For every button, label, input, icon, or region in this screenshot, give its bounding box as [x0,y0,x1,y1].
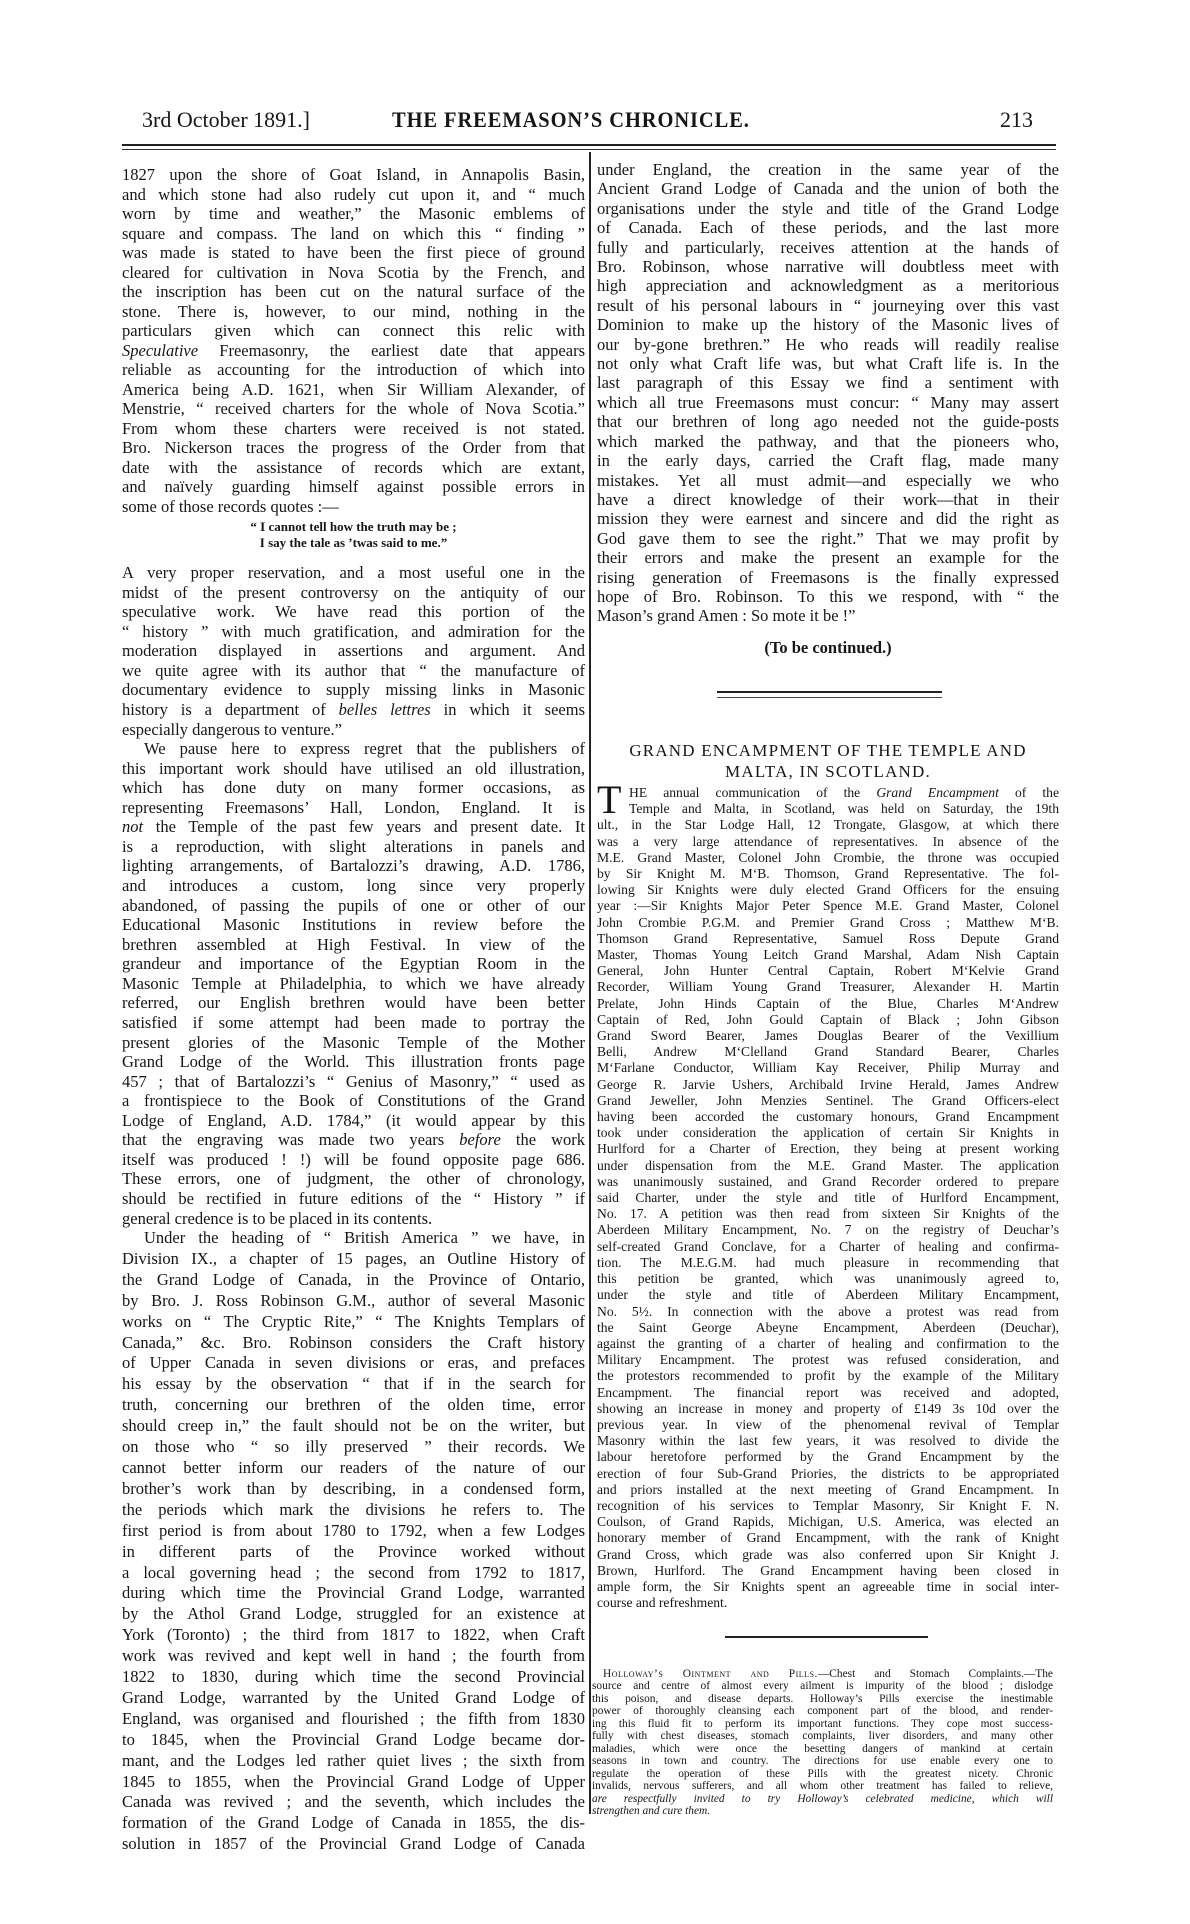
text-line: midst of the present controversy on the antiquity of our [122,582,585,602]
text-line: seasons in town and country. The directions for use enable every one to [592,1755,1053,1768]
italic-text: Grand Encampment [876,785,999,800]
text-line: this petition be granted, which was unanimously agreed to, [597,1271,1059,1287]
text-line: moderation displayed in assertions and argument. And [122,641,585,661]
text-line: Masonic Temple at Philadelphia, to which we have already [122,973,585,993]
text-line: Prelate, John Hinds Captain of the Blue, Charles M‘Andrew [597,995,1059,1011]
text-line: a frontispiece to the Book of Constitutions of the Grand [122,1091,585,1111]
text-line: was unanimously sustained, and Grand Recorder ordered to prepare [597,1173,1059,1189]
text-line: rising generation of Freemasons is the finally expressed [597,567,1059,587]
text-span: the Temple of the past few years and present date. It [143,817,585,837]
text-line: Recorder, William Young Grand Treasurer, Alexander H. Martin [597,979,1059,995]
text-line: said Charter, under the style and title of Hurlford Encampment, [597,1190,1059,1206]
text-line: grandeur and importance of the Egyptian Room in the [122,954,585,974]
text-line: 457 ; that of Bartalozzi’s “ Genius of Masonry,” “ used as [122,1071,585,1091]
article-heading [597,740,1059,782]
text-line: speculative work. We have read this portion of the [122,602,585,622]
text-line: honorary member of Grand Encampment, with the rank of Knight [597,1530,1059,1546]
text-line: tion. The M.E.G.M. had much pleasure in recommending that [597,1254,1059,1270]
italic-text: strengthen and cure them. [592,1804,711,1817]
italic-text: are respectfully invited to try Holloway’s celebrated medicine, which will [592,1792,1053,1805]
text-span: of the [998,785,1059,800]
text-line: work was revived and kept well in hand ; the fourth from [122,1646,585,1666]
text-span: in which it seems [430,699,585,719]
text-line: truth, concerning our brethren of the olden time, error [122,1395,585,1415]
text-line: From whom these charters were received is not stated. [122,418,585,438]
text-line: general credence is to be placed in its contents. [122,1208,433,1228]
text-line: These errors, one of judgment, the other of chronology, [122,1169,585,1189]
text-line: source and centre of almost every ailment is impurity of the blood ; dislodge [592,1680,1053,1693]
text-line: York (Toronto) ; the third from 1817 to 1822, when Craft [122,1625,585,1645]
text-line: fully with chest diseases, stomach complaints, liver disorders, and many other [592,1730,1053,1743]
text-span: —Chest and Stomach Complaints.—The [817,1668,1053,1680]
text-line [592,1793,1053,1805]
text-line: under dispensation from the M.E. Grand Master. The application [597,1157,1059,1173]
italic-text: not [122,817,144,837]
holloway-advertisement [592,1668,1053,1817]
text-line: labour heretofore performed by the Grand Encampment by the [597,1449,1059,1465]
text-line: mission they were earnest and sincere and did the right as [597,509,1059,529]
text-line: this important work should have utilised an old illustration, [122,758,585,778]
text-line: maladies, which were once the besetting dangers of mankind at certain [592,1742,1053,1755]
text-line: Dominion to make up the history of the Masonic lives of [597,315,1059,335]
text-line [122,700,585,720]
text-line: solution in 1857 of the Provincial Grand Lodge of Canada [122,1834,585,1854]
text-line: “ history ” with much gratification, and admiration for the [122,621,585,641]
text-line: particulars given which can connect this relic with [122,321,585,340]
text-line: I say the tale as ’twas said to me.” [259,535,448,550]
text-line: satisfied if some attempt had been made to portray the [122,1012,585,1032]
text-line: Master, Thomas Young Leitch Grand Marshal, Adam Nish Captain [597,947,1059,963]
text-line: 1827 upon the shore of Goat Island, in Annapolis Basin, [122,165,585,184]
text-line: that our brethren of long ago needed not the guide-posts [597,412,1059,432]
text-line: a local governing head ; the second from 1792 to 1817, [122,1562,585,1582]
text-line: ing this fluid fit to perform its important functions. They cope most success- [592,1717,1053,1730]
text-line: M.E. Grand Master, Colonel John Crombie, the throne was occupied [597,849,1059,865]
text-line: by the Athol Grand Lodge, struggled for an existence at [122,1604,585,1624]
page-number: 213 [1000,107,1033,132]
text-line: year :—Sir Knights Major Peter Spence M.E. Grand Master, Colonel [597,898,1059,914]
text-line: and introduces a custom, long since very properly [122,876,585,895]
text-line: our by-gone brethren.” He who reads will readily realise [597,334,1059,354]
text-line: the periods which mark the divisions he refers to. The [122,1499,585,1519]
text-line: fully and particularly, receives attention at the hands of [597,237,1059,257]
text-line: “ I cannot tell how the truth may be ; [250,519,457,534]
text-line: Belli, Andrew M‘Clelland Grand Standard Bearer, Charles [597,1044,1059,1060]
text-line: We pause here to express regret that the publishers of [144,739,585,759]
italic-text: Speculative [122,340,199,360]
italic-text: before [459,1130,501,1150]
text-line: Canada was revived ; and the seventh, which includes the [122,1792,585,1812]
text-line: mistakes. Yet all must admit—and especially we who [597,470,1059,490]
text-line: No. 17. A petition was then read from sixteen Sir Knights of the [597,1206,1059,1222]
text-line: mant, and the Lodges led rather quiet lives ; the sixth from [122,1750,585,1770]
text-line: Thomson Grand Representative, Samuel Ross Depute Grand [597,930,1059,946]
text-line: abandoned, of passing the pupils of one or other of our [122,895,585,915]
text-line: the protestors recommended to profit by the example of the Military [597,1368,1059,1384]
text-line: reliable as accounting for the introduction of which into [122,360,585,379]
text-line: their errors and make the present an example for the [597,548,1059,568]
text-line: ample form, the Sir Knights spent an agreeable time in social inter- [597,1578,1059,1594]
text-line: by Bro. J. Ross Robinson G.M., author of several Masonic [122,1290,585,1310]
text-line: ult., in the Star Lodge Hall, 12 Trongate, Glasgow, at which there [597,817,1059,833]
text-span: Freemasonry, the earliest date that appears [198,340,585,360]
text-line: his essay by the observation “ that if in the search for [122,1374,585,1394]
text-line: was a very large attendance of representatives. In absence of the [597,833,1059,849]
text-line: Division IX., a chapter of 15 pages, an Outline History of [122,1248,585,1268]
text-line: took under consideration the application of certain Sir Knights in [597,1125,1059,1141]
header-rule [122,144,1056,146]
text-line: A very proper reservation, and a most useful one in the [122,563,585,582]
text-line [122,1130,585,1150]
text-line: especially dangerous to venture.” [122,719,342,739]
text-line: itself was produced ! !) will be found opposite page 686. [122,1149,585,1169]
text-line: which has done duty on many former occasions, as [122,778,585,798]
text-span: HE annual communication of the [629,785,877,800]
text-line: under England, the creation in the same year of the [597,160,1059,179]
text-line: Grand Cross, which grade was also conferred upon Sir Knight J. [597,1546,1059,1562]
text-line: date with the assistance of records which are extant, [122,457,585,477]
advert-divider [725,1636,928,1640]
text-line: stone. There is, however, to our mind, nothing in the [122,301,585,321]
text-line: we quite agree with its author that “ the manufacture of [122,660,585,680]
text-line: Educational Masonic Institutions in review before the [122,915,585,935]
left-paragraph-4 [122,1228,585,1855]
text-line: John Crombie P.G.M. and Premier Grand Cross ; Matthew M‘B. [597,914,1059,930]
text-line: should creep in,” the fault should not be on the writer, but [122,1416,585,1436]
text-line: Coulson, of Grand Rapids, Michigan, U.S. America, was elected an [597,1514,1059,1530]
text-line: formation of the Grand Lodge of Canada in 1855, the dis- [122,1813,585,1833]
section-divider [717,691,942,698]
text-line: Bro. Nickerson traces the progress of the Order from that [122,438,585,457]
left-paragraphs-2-3 [122,563,585,1228]
text-line: high appreciation and acknowledgment as a meritorious [597,276,1059,296]
text-span: history is a department of [122,699,339,719]
italic-text: belles lettres [338,699,431,719]
text-line: America being A.D. 1621, when Sir William Alexander, of [122,379,585,399]
text-line: brethren assembled at High Festival. In view of the [122,934,585,954]
text-line: brother’s work than by describing, in a condensed form, [122,1478,585,1498]
text-line: under the style and title of Aberdeen Military Encampment, [597,1287,1059,1303]
text-line: to 1845, when the Provincial Grand Lodge became dor- [122,1729,585,1749]
text-line: last paragraph of this Essay we find a sentiment with [597,373,1059,393]
text-line: Grand Sword Bearer, James Douglas Bearer of the Vexillium [597,1028,1059,1044]
text-line: Ancient Grand Lodge of Canada and the union of both the [597,179,1059,199]
right-paragraph-1 [597,160,1059,626]
text-line: documentary evidence to supply missing links in Masonic [122,680,585,700]
text-line: during which time the Provincial Grand Lodge, warranted [122,1583,585,1603]
text-line: M‘Farlane Conductor, William Kay Receiver, Philip Murray and [597,1060,1059,1076]
text-line: previous year. In view of the phenomenal revival of Templar [597,1416,1059,1432]
drop-cap: T [597,777,622,822]
text-line: lighting arrangements, of Bartalozzi’s drawing, A.D. 1786, [122,856,585,876]
text-line: some of those records quotes :— [122,496,339,516]
text-line: against the granting of a charter of healing and confirmation to the [597,1335,1059,1351]
text-line [122,817,585,837]
text-line: cleared for cultivation in Nova Scotia by the French, and [122,262,585,282]
text-line: Bro. Robinson, whose narrative will doubtless meet with [597,257,1059,277]
text-line: Grand Lodge of the World. This illustration fronts page [122,1052,585,1072]
text-line: representing Freemasons’ Hall, London, England. It is [122,797,585,817]
text-line: having been accorded the customary honours, Grand Encampment [597,1109,1059,1125]
text-line [122,341,585,361]
text-line: first period is from about 1780 to 1792, when a few Lodges [122,1520,585,1540]
text-line: organisations under the style and title of the Grand Lodge [597,198,1059,218]
text-line: Menstrie, “ received charters for the whole of Nova Scotia.” [122,399,585,418]
publication-title: THE FREEMASON’S CHRONICLE. [392,107,750,132]
text-line: should be rectified in future editions of the “ History ” if [122,1189,585,1208]
text-line: was made is stated to have been the first piece of ground [122,243,585,262]
text-line [592,1805,1053,1817]
text-line: cannot better inform our readers of the nature of our [122,1457,585,1477]
text-line: by Sir Knight M. M‘B. Thomson, Grand Representative. The fol- [597,866,1059,882]
column-divider [589,152,591,1814]
text-line: not only what Craft life was, but what Craft life is. In the [597,354,1059,374]
text-line: on those who “ so illy preserved ” their records. We [122,1437,585,1457]
text-line: No. 5½. In connection with the above a protest was read from [597,1303,1059,1319]
text-line: result of his personal labours in “ journeying over this vast [597,295,1059,315]
text-line: lowing Sir Knights were duly elected Grand Officers for the ensuing [597,882,1059,898]
text-line: self-created Grand Conclave, for a Charter of healing and confirma- [597,1238,1059,1254]
text-line: hope of Bro. Robinson. To this we respond, with “ the [597,586,1059,606]
text-line: have a direct knowledge of their work—that in their [597,489,1059,509]
text-line: Encampment. The financial report was received and adopted, [597,1384,1059,1400]
text-line: Grand Jeweller, John Menzies Sentinel. The Grand Officers-elect [597,1092,1059,1108]
text-line: of Canada. Each of these periods, and the last more [597,218,1059,238]
text-line: Temple and Malta, in Scotland, was held on Saturday, the 19th [629,801,1059,817]
text-line: of Upper Canada in seven divisions or eras, and prefaces [122,1353,585,1373]
text-line: the Saint George Abeyne Encampment, Aberdeen (Deuchar), [597,1319,1059,1335]
text-line: works on “ The Cryptic Rite,” “ The Knights Templars of [122,1311,585,1331]
text-line: invalids, nervous sufferers, and all whom other treatment has failed to relieve, [592,1780,1053,1793]
issue-date: 3rd October 1891.] [142,107,311,132]
left-paragraph-1 [122,165,585,516]
text-line: Masonry within the last few years, it was resolved to divide the [597,1433,1059,1449]
text-line: regulate the operation of these Pills with the greatest nicety. Chronic [592,1767,1053,1780]
text-line: and priors installed at the next meeting of Grand Encampment. In [597,1481,1059,1497]
text-line: which all true Freemasons must concur: “ Many may assert [597,392,1059,412]
text-line: MALTA, IN SCOTLAND. [725,762,931,781]
text-line: this poison, and disease departs. Holloway’s Pills exercise the inestimable [592,1692,1053,1705]
text-line: showing an increase in money and property of £149 3s 10d over the [597,1400,1059,1416]
text-line: in the early days, carried the Craft flag, made many [597,451,1059,471]
text-span: the work [500,1130,585,1150]
text-line: present glories of the Masonic Temple of the Mother [122,1032,585,1052]
text-line: worn by time and weather,” the Masonic emblems of [122,204,585,223]
text-line: Mason’s grand Amen : So mote it be !” [597,606,856,626]
to-be-continued: (To be continued.) [764,638,892,657]
text-line: Grand Lodge, warranted by the United Grand Lodge of [122,1687,585,1707]
text-line: Military Encampment. The protest was refused consideration, and [597,1352,1059,1368]
article-body [597,785,1059,1611]
text-line: Hurlford for a Charter of Erection, they being at present working [597,1141,1059,1157]
text-line: 1845 to 1855, when the Provincial Grand Lodge of Upper [122,1771,585,1791]
text-line: George R. Jarvie Ushers, Archibald Irvine Herald, James Andrew [597,1076,1059,1092]
text-line: Brown, Hurlford. The Grand Encampment having been closed in [597,1562,1059,1578]
text-line: is a reproduction, with slight alterations in panels and [122,836,585,856]
text-line: Canada,” &c. Bro. Robinson considers the Craft history [122,1332,585,1352]
text-line [592,1668,1053,1680]
text-line: the inscription has been cut on the natural surface of the [122,282,585,301]
text-line: Captain of Red, John Gould Captain of Black ; John Gibson [597,1011,1059,1027]
text-span: that the engraving was made two years [122,1130,460,1150]
text-line: erection of four Sub-Grand Priories, the districts to be appropriated [597,1465,1059,1481]
text-line: Lodge of England, A.D. 1784,” (it would appear by this [122,1110,585,1130]
left-paragraph-3 [122,739,585,1228]
left-paragraph-2 [122,563,585,739]
verse-quote [122,519,585,551]
text-line: which marked the pathway, and that the pioneers who, [597,431,1059,451]
text-line: course and refreshment. [597,1595,728,1611]
text-line: and naïvely guarding himself against possible errors in [122,477,585,496]
text-line: 1822 to 1830, during which time the second Provincial [122,1667,585,1687]
text-line: recognition of his services to Templar Masonry, Sir Knight F. N. [597,1497,1059,1513]
text-line [597,785,1059,801]
text-line: the Grand Lodge of Canada, in the Province of Ontario, [122,1269,585,1289]
text-line: Aberdeen Military Encampment, No. 7 on the registry of Deuchar’s [597,1222,1059,1238]
text-line: and which stone had also rudely cut upon it, and “ much [122,184,585,204]
text-line: square and compass. The land on which this “ finding ” [122,223,585,243]
text-line: England, was organised and flourished ; the fifth from 1830 [122,1708,585,1728]
header-rule-thin [122,149,1056,150]
text-line: God gave them to see the right.” That we may profit by [597,528,1059,548]
text-line: in different parts of the Province worked without [122,1541,585,1561]
small-caps-text: Holloway’s Ointment and Pills. [603,1668,818,1680]
text-line: Under the heading of “ British America ” we have, in [144,1228,585,1247]
text-line: referred, our English brethren would have been better [122,993,585,1013]
text-line: General, John Hunter Central Captain, Robert M‘Kelvie Grand [597,963,1059,979]
text-line: power of thoroughly cleansing each component part of the blood, and render- [592,1705,1053,1718]
text-line: GRAND ENCAMPMENT OF THE TEMPLE AND [629,741,1027,760]
